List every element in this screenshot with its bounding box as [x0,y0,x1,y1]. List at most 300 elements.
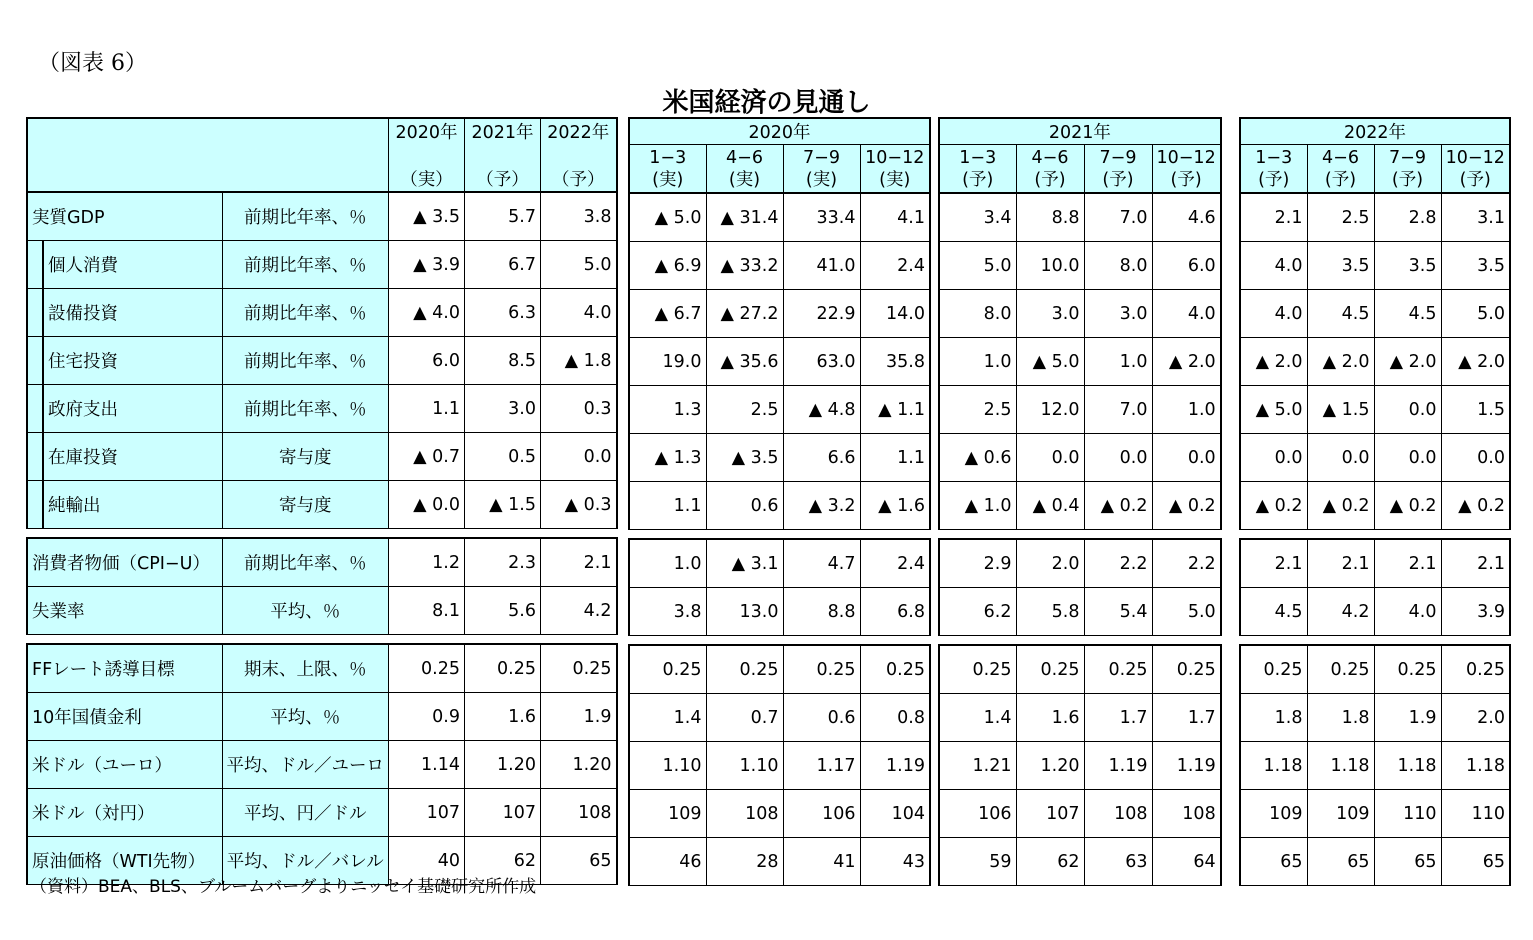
quarter-value: 41.0 [783,242,860,290]
quarter-value: ▲ 6.7 [629,290,706,338]
table-row [27,192,617,241]
quarter-period: 7−9 [803,147,840,168]
table-row [939,790,1221,838]
figure-label: （図表 6） [38,51,147,76]
annual-value: 1.14 [389,741,465,789]
quarter-value: 28 [706,838,783,886]
quarter-value: ▲ 1.0 [939,482,1016,530]
quarter-value: 62 [1016,838,1084,886]
quarter-value: 0.25 [706,645,783,694]
annual-header-year: 2022年 [541,118,617,144]
annual-value: 1.9 [541,693,617,741]
quarter-value: ▲ 5.0 [629,193,706,242]
quarter-value: 0.0 [1374,386,1441,434]
quarter-value: 3.0 [1084,290,1152,338]
quarter-header-year: 2022年 [1240,118,1510,145]
quarter-value: 4.2 [1307,588,1374,636]
quarter-value: 12.0 [1016,386,1084,434]
quarter-value: 0.25 [783,645,860,694]
quarter-value: 3.1 [1441,193,1510,242]
quarter-value: ▲ 31.4 [706,193,783,242]
table-row [1240,838,1510,886]
quarter-value: ▲ 3.1 [706,539,783,588]
row-unit: 平均、ドル／バレル [222,837,389,885]
quarter-value: 1.4 [939,694,1016,742]
quarter-kind: (予) [1034,169,1066,190]
quarter-value: 5.0 [1152,588,1221,636]
table-row [27,289,617,337]
annual-value: ▲ 1.8 [541,337,617,385]
annual-value: 2.3 [465,538,541,587]
quarter-value: 2.5 [706,386,783,434]
table-row [629,386,930,434]
table-row [1240,338,1510,386]
quarter-value: 1.1 [629,482,706,530]
quarter-value: 0.25 [939,645,1016,694]
table-row [1240,482,1510,530]
table-row [629,193,930,242]
quarter-value: 0.0 [1016,434,1084,482]
row-unit: 平均、％ [222,587,389,635]
table-row [1240,193,1510,242]
row-label: 10年国債金利 [27,693,222,741]
quarter-value: 4.5 [1374,290,1441,338]
quarter-value: 1.20 [1016,742,1084,790]
quarter-value: ▲ 6.9 [629,242,706,290]
quarter-header-cell [1084,145,1152,194]
quarter-value: ▲ 1.6 [860,482,930,530]
annual-value: 1.20 [541,741,617,789]
table-row [939,838,1221,886]
quarter-header-year: 2021年 [939,118,1221,145]
annual-value: 1.20 [465,741,541,789]
row-unit: 前期比年率、％ [222,289,389,337]
quarter-kind: (予) [1324,169,1357,190]
quarter-value: 1.10 [706,742,783,790]
quarter-value: 1.8 [1307,694,1374,742]
table-row [939,193,1221,242]
quarter-value: ▲ 27.2 [706,290,783,338]
quarter-value: 1.0 [939,338,1016,386]
quarter-value: 8.8 [1016,193,1084,242]
quarter-header-year: 2020年 [629,118,930,145]
quarter-value: 2.8 [1374,193,1441,242]
table-row [27,481,617,529]
quarter-value: 109 [629,790,706,838]
quarter-value: 65 [1240,838,1307,886]
quarter-value: ▲ 0.2 [1084,482,1152,530]
table-row [939,242,1221,290]
quarter-value: 110 [1441,790,1510,838]
quarter-value: 1.3 [629,386,706,434]
table-row [27,587,617,635]
quarter-period: 4−6 [726,147,763,168]
row-label: 在庫投資 [27,433,222,481]
annual-value: 5.6 [465,587,541,635]
table-row [939,742,1221,790]
annual-value: 2.1 [541,538,617,587]
quarter-value: 1.19 [1084,742,1152,790]
quarter-value: 4.5 [1240,588,1307,636]
table-row [629,588,930,636]
table-row [629,290,930,338]
quarter-header-cell [1240,145,1307,194]
quarter-kind: (実) [805,169,838,190]
table-row [629,338,930,386]
table-row [27,241,617,289]
quarter-value: 4.5 [1307,290,1374,338]
quarter-value: 1.9 [1374,694,1441,742]
row-label: 個人消費 [27,241,222,289]
row-label: 消費者物価（CPI−U） [27,538,222,587]
quarter-period: 10−12 [1156,147,1216,168]
quarter-value: 0.8 [860,694,930,742]
quarter-period: 10−12 [865,147,925,168]
quarter-value: ▲ 5.0 [1240,386,1307,434]
quarter-value: ▲ 0.2 [1240,482,1307,530]
quarter-value: 108 [1152,790,1221,838]
quarter-value: 0.7 [706,694,783,742]
annual-value: 107 [465,789,541,837]
quarter-value: 2.1 [1441,539,1510,588]
annual-value: 65 [541,837,617,885]
quarter-value: 4.6 [1152,193,1221,242]
annual-value: ▲ 0.0 [389,481,465,529]
quarter-period: 1−3 [649,147,687,168]
quarter-header-cell [1016,145,1084,194]
quarter-header-cell [629,145,706,194]
annual-value: 8.1 [389,587,465,635]
quarter-value: 2.5 [1307,193,1374,242]
annual-table-block [26,117,618,885]
quarter-value: 65 [1441,838,1510,886]
quarter-kind: (予) [1459,169,1491,190]
quarter-value: 5.4 [1084,588,1152,636]
table-row [1240,742,1510,790]
annual-value: 0.25 [389,644,465,693]
table-row [27,644,617,693]
annual-value: 40 [389,837,465,885]
quarter-kind: (実) [652,169,684,190]
quarter-value: 14.0 [860,290,930,338]
quarter-value: 104 [860,790,930,838]
quarter-value: 106 [939,790,1016,838]
quarter-period: 1−3 [1255,147,1293,168]
page-title: 米国経済の見通し [662,88,871,118]
annual-table [26,117,618,885]
quarter-header-cell [860,145,930,194]
quarter-value: ▲ 1.5 [1307,386,1374,434]
annual-header-kind: （予） [541,144,617,192]
quarter-value: 1.10 [629,742,706,790]
quarter-value: 3.5 [1374,242,1441,290]
quarter-value: 2.9 [939,539,1016,588]
quarter-value: 2.1 [1307,539,1374,588]
quarter-value: 1.5 [1441,386,1510,434]
quarter-period: 7−9 [1099,147,1137,168]
quarter-value: 22.9 [783,290,860,338]
quarter-value: ▲ 35.6 [706,338,783,386]
quarter-value: 2.0 [1441,694,1510,742]
quarter-value: 13.0 [706,588,783,636]
row-label: 実質GDP [27,192,222,241]
table-row [27,693,617,741]
quarter-value: 0.6 [783,694,860,742]
quarter-value: 19.0 [629,338,706,386]
table-row [1240,645,1510,694]
annual-value: 8.5 [465,337,541,385]
quarter-value: 2.4 [860,242,930,290]
quarter-value: 0.25 [1307,645,1374,694]
table-row [939,338,1221,386]
quarter-value: ▲ 0.6 [939,434,1016,482]
annual-value: 3.0 [465,385,541,433]
annual-header-year: 2020年 [389,118,465,144]
quarter-value: 64 [1152,838,1221,886]
table-row [1240,790,1510,838]
table-row [629,434,930,482]
quarter-value: 0.25 [1441,645,1510,694]
row-label: 米ドル（ユーロ） [27,741,222,789]
quarter-value: 6.2 [939,588,1016,636]
table-row [1240,694,1510,742]
annual-value: 0.3 [541,385,617,433]
quarter-value: 4.0 [1240,290,1307,338]
quarter-value: 1.18 [1374,742,1441,790]
annual-value: ▲ 4.0 [389,289,465,337]
table-row [939,482,1221,530]
quarter-value: 0.0 [1152,434,1221,482]
quarter-value: 0.0 [1441,434,1510,482]
row-label: 住宅投資 [27,337,222,385]
quarter-value: ▲ 2.0 [1152,338,1221,386]
quarter-period: 4−6 [1031,147,1069,168]
table-row [1240,242,1510,290]
annual-value: 0.25 [541,644,617,693]
quarter-value: 43 [860,838,930,886]
quarter-value: 108 [1084,790,1152,838]
quarter-value: 4.1 [860,193,930,242]
source-note: （資料）BEA、BLS、ブルームバーグよりニッセイ基礎研究所作成 [30,877,537,897]
quarter-value: 63 [1084,838,1152,886]
quarter-value: 0.25 [1016,645,1084,694]
annual-value: 62 [465,837,541,885]
annual-value: ▲ 3.5 [389,192,465,241]
quarter-value: ▲ 0.2 [1152,482,1221,530]
quarter-value: 3.5 [1307,242,1374,290]
quarter-value: 10.0 [1016,242,1084,290]
quarter-kind: (実) [728,169,761,190]
row-unit: 前期比年率、％ [222,538,389,587]
quarter-value: ▲ 2.0 [1307,338,1374,386]
row-label: 米ドル（対円） [27,789,222,837]
row-unit: 前期比年率、％ [222,192,389,241]
quarter-value: ▲ 2.0 [1374,338,1441,386]
annual-header-kind: （予） [465,144,541,192]
row-label: 原油価格（WTI先物） [27,837,222,885]
quarter-value: 3.9 [1441,588,1510,636]
table-row [27,337,617,385]
table-row [27,741,617,789]
header-blank-cell [27,118,389,192]
quarter-value: ▲ 4.8 [783,386,860,434]
quarter-value: 0.0 [1374,434,1441,482]
annual-value: 6.7 [465,241,541,289]
table-row [939,588,1221,636]
quarter-value: 5.8 [1016,588,1084,636]
quarter-value: 109 [1307,790,1374,838]
annual-value: 0.9 [389,693,465,741]
quarter-value: 1.7 [1084,694,1152,742]
quarter-value: 5.0 [1441,290,1510,338]
row-unit: 前期比年率、％ [222,337,389,385]
quarter-value: 0.25 [1374,645,1441,694]
table-row [629,645,930,694]
annual-header-year: 2021年 [465,118,541,144]
table-row [27,385,617,433]
annual-value: 5.7 [465,192,541,241]
quarter-value: 2.1 [1240,539,1307,588]
quarter-value: 5.0 [939,242,1016,290]
quarter-kind: (予) [1391,169,1424,190]
table-row [629,694,930,742]
annual-value: 6.0 [389,337,465,385]
quarter-value: 0.25 [629,645,706,694]
quarter-period: 1−3 [959,147,997,168]
row-unit: 前期比年率、％ [222,241,389,289]
quarter-value: 7.0 [1084,193,1152,242]
quarter-header-cell [1374,145,1441,194]
quarter-value: 59 [939,838,1016,886]
table-row [1240,588,1510,636]
table-row [939,290,1221,338]
row-label: 純輸出 [27,481,222,529]
quarter-value: 0.0 [1084,434,1152,482]
table-row [27,433,617,481]
annual-value: 1.2 [389,538,465,587]
annual-value: 0.0 [541,433,617,481]
quarter-value: 1.8 [1240,694,1307,742]
annual-value: 6.3 [465,289,541,337]
quarter-value: 6.0 [1152,242,1221,290]
quarter-value: 107 [1016,790,1084,838]
quarter-value: 0.0 [1240,434,1307,482]
table-row [27,538,617,587]
quarter-value: 2.5 [939,386,1016,434]
table-row [1240,434,1510,482]
table-row [629,242,930,290]
quarter-value: 4.0 [1374,588,1441,636]
quarter-kind: (予) [962,169,994,190]
quarter-table [1239,117,1511,886]
quarter-value: ▲ 1.1 [860,386,930,434]
row-unit: 寄与度 [222,481,389,529]
quarter-value: ▲ 0.4 [1016,482,1084,530]
row-label: 失業率 [27,587,222,635]
quarter-header-cell [1307,145,1374,194]
annual-value: 5.0 [541,241,617,289]
quarter-value: 109 [1240,790,1307,838]
table-row [1240,290,1510,338]
quarter-kind: (予) [1170,169,1202,190]
quarter-value: 1.17 [783,742,860,790]
quarter-value: 2.2 [1152,539,1221,588]
annual-value: 108 [541,789,617,837]
quarter-period: 10−12 [1445,147,1505,168]
quarter-header-cell [1441,145,1510,194]
annual-value: 1.1 [389,385,465,433]
quarter-header-cell [939,145,1016,194]
quarter-value: 0.25 [1152,645,1221,694]
quarter-value: 33.4 [783,193,860,242]
quarter-value: 1.0 [629,539,706,588]
table-row [629,838,930,886]
quarter-value: 0.25 [1084,645,1152,694]
quarter-value: 1.0 [1152,386,1221,434]
table-row [1240,539,1510,588]
table-row [1240,386,1510,434]
quarter-value: ▲ 3.5 [706,434,783,482]
row-unit: 寄与度 [222,433,389,481]
annual-value: ▲ 3.9 [389,241,465,289]
quarter-value: ▲ 2.0 [1441,338,1510,386]
quarter-value: 4.7 [783,539,860,588]
quarter-value: 65 [1307,838,1374,886]
quarter-value: 8.0 [939,290,1016,338]
quarter-header-cell [1152,145,1221,194]
quarter-value: 63.0 [783,338,860,386]
annual-value: 1.6 [465,693,541,741]
quarter-value: 0.0 [1307,434,1374,482]
quarter-value: 2.4 [860,539,930,588]
row-unit: 前期比年率、％ [222,385,389,433]
quarter-kind: (実) [879,169,911,190]
quarter-value: ▲ 33.2 [706,242,783,290]
quarter-value: 8.0 [1084,242,1152,290]
row-label: 政府支出 [27,385,222,433]
row-label: FFレート誘導目標 [27,644,222,693]
quarter-value: 1.1 [860,434,930,482]
quarter-block-2020 [628,117,931,886]
quarter-period: 7−9 [1389,147,1426,168]
table-row [939,539,1221,588]
quarter-value: 2.0 [1016,539,1084,588]
annual-header-kind: （実） [389,144,465,192]
annual-value: 3.8 [541,192,617,241]
quarter-value: 0.25 [1240,645,1307,694]
quarter-header-cell [706,145,783,194]
table-row [939,434,1221,482]
quarter-value: 1.4 [629,694,706,742]
quarter-value: 2.1 [1240,193,1307,242]
quarter-value: ▲ 0.2 [1441,482,1510,530]
quarter-value: 1.18 [1307,742,1374,790]
quarter-block-2022 [1239,117,1511,886]
quarter-value: ▲ 2.0 [1240,338,1307,386]
quarter-value: 3.4 [939,193,1016,242]
quarter-value: 6.8 [860,588,930,636]
quarter-value: 35.8 [860,338,930,386]
annual-value: 4.0 [541,289,617,337]
quarter-value: 108 [706,790,783,838]
row-unit: 期末、上限、％ [222,644,389,693]
table-row [629,482,930,530]
annual-value: 4.2 [541,587,617,635]
table-row [939,694,1221,742]
quarter-value: ▲ 5.0 [1016,338,1084,386]
table-row [629,742,930,790]
quarter-value: 3.8 [629,588,706,636]
